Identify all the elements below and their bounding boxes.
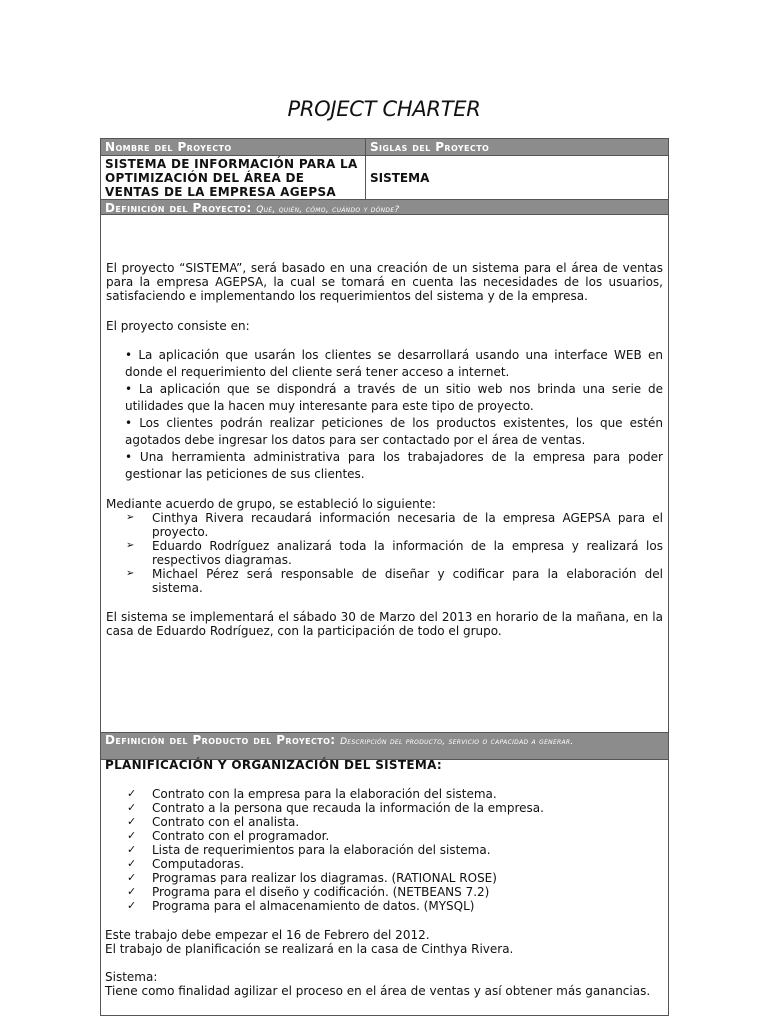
project-name-header: Nombre del Proyecto — [101, 139, 366, 155]
page-title: PROJECT CHARTER — [287, 97, 481, 121]
feature-list — [106, 347, 663, 483]
list-item: ✓ Contrato con el analista. — [127, 815, 300, 829]
project-acronym-header: Siglas del Proyecto — [370, 140, 490, 154]
plan-title: PLANIFICACIÓN Y ORGANIZACIÓN DEL SISTEMA: — [105, 758, 442, 772]
list-item: • Una herramienta administrativa para los trabajadores de la empresa para poder gestionar las peticiones de sus clientes. — [125, 450, 663, 481]
project-charter-table — [100, 138, 669, 1016]
implementation-paragraph: El sistema se implementará el sábado 30 de Marzo del 2013 en horario de la mañana, en la casa de Eduardo Rodríguez, con la participación de todo el grupo. — [106, 610, 663, 638]
system-goal: Tiene como finalidad agilizar el proceso en el área de ventas y así obtener más ganancias. — [105, 984, 651, 998]
list-item: ✓ Programas para realizar los diagramas. (RATIONAL ROSE) — [127, 871, 497, 885]
list-item: ✓ Contrato con la empresa para la elaboración del sistema. — [127, 787, 497, 801]
agreement-paragraph: Mediante acuerdo de grupo, se estableció lo siguiente: — [106, 497, 436, 511]
check-icon: ✓ — [127, 829, 137, 842]
list-item: ➢ Cinthya Rivera recaudará información necesaria de la empresa AGEPSA para el proyecto. — [126, 511, 663, 539]
assignment-list — [106, 511, 663, 595]
list-item: ➢ Eduardo Rodríguez analizará toda la información de la empresa y realizará los respectivos diagramas. — [126, 539, 663, 567]
check-icon: ✓ — [127, 899, 137, 912]
check-icon: ✓ — [127, 787, 137, 800]
check-icon: ✓ — [127, 885, 137, 898]
bullet-marker: • — [125, 348, 133, 362]
header-row — [101, 139, 668, 156]
check-icon: ✓ — [127, 871, 137, 884]
start-date-line: Este trabajo debe empezar el 16 de Febrero del 2012. — [105, 928, 430, 942]
product-label: Definición del Producto del Proyecto: — [105, 733, 336, 747]
bullet-marker: • — [125, 416, 133, 430]
list-item: • Los clientes podrán realizar peticiones de los productos existentes, los que estén agotados debe ingresar los datos para ser contactado por el área de ventas. — [125, 416, 664, 447]
list-item: ✓ Programa para el diseño y codificación. (NETBEANS 7.2) — [127, 885, 490, 899]
list-item: ✓ Contrato con el programador. — [127, 829, 330, 843]
definition-subtitle: Qué, quién, cómo, cuándo y dónde? — [256, 205, 400, 215]
list-item: ✓ Computadoras. — [127, 857, 245, 871]
definition-label: Definición del Proyecto: — [105, 201, 252, 215]
definition-body — [101, 261, 668, 733]
list-item: ✓ Programa para el almacenamiento de datos. (MYSQL) — [127, 899, 475, 913]
check-icon: ✓ — [127, 857, 137, 870]
project-name-row — [101, 156, 668, 200]
definition-header — [101, 200, 668, 215]
bullet-marker: • — [125, 382, 133, 396]
project-acronym: SISTEMA — [370, 171, 430, 185]
product-subtitle: Descripción del producto, servicio o capacidad a generar. — [340, 737, 574, 747]
product-body — [101, 758, 668, 1015]
list-item: ➢ Michael Pérez será responsable de diseñar y codificar para la elaboración del sistema. — [126, 567, 663, 595]
place-line: El trabajo de planificación se realizará en la casa de Cinthya Rivera. — [105, 942, 514, 956]
arrow-icon: ➢ — [126, 568, 135, 579]
list-item: ✓ Contrato a la persona que recauda la información de la empresa. — [127, 801, 544, 815]
intro-paragraph: El proyecto “SISTEMA”, será basado en una creación de un sistema para el área de ventas para la empresa AGEPSA, la cual se tomará en cuenta las necesidades de los usuarios, satisfaciendo e implementando los requerimientos del sistema y de la empresa. — [106, 261, 663, 303]
consists-paragraph: El proyecto consiste en: — [106, 319, 250, 333]
project-name: SISTEMA DE INFORMACIÓN PARA LA OPTIMIZACIÓN DEL ÁREA DE VENTAS DE LA EMPRESA AGEPSA — [101, 156, 366, 199]
list-item: • La aplicación que usarán los clientes se desarrollará usando una interface WEB en donde el requerimiento del cliente será tener acceso a internet. — [125, 348, 663, 379]
list-item: • La aplicación que se dispondrá a través de un sitio web nos brinda una serie de utilidades que la hacen muy interesante para este tipo de proyecto. — [125, 382, 663, 413]
check-icon: ✓ — [127, 843, 137, 856]
bullet-marker: • — [125, 450, 133, 464]
list-item: ✓ Lista de requerimientos para la elaboración del sistema. — [127, 843, 491, 857]
arrow-icon: ➢ — [126, 512, 135, 523]
arrow-icon: ➢ — [126, 540, 135, 551]
check-icon: ✓ — [127, 815, 137, 828]
product-definition-header — [101, 733, 668, 760]
system-label: Sistema: — [105, 970, 158, 984]
check-icon: ✓ — [127, 801, 137, 814]
requirements-checklist — [105, 787, 664, 913]
